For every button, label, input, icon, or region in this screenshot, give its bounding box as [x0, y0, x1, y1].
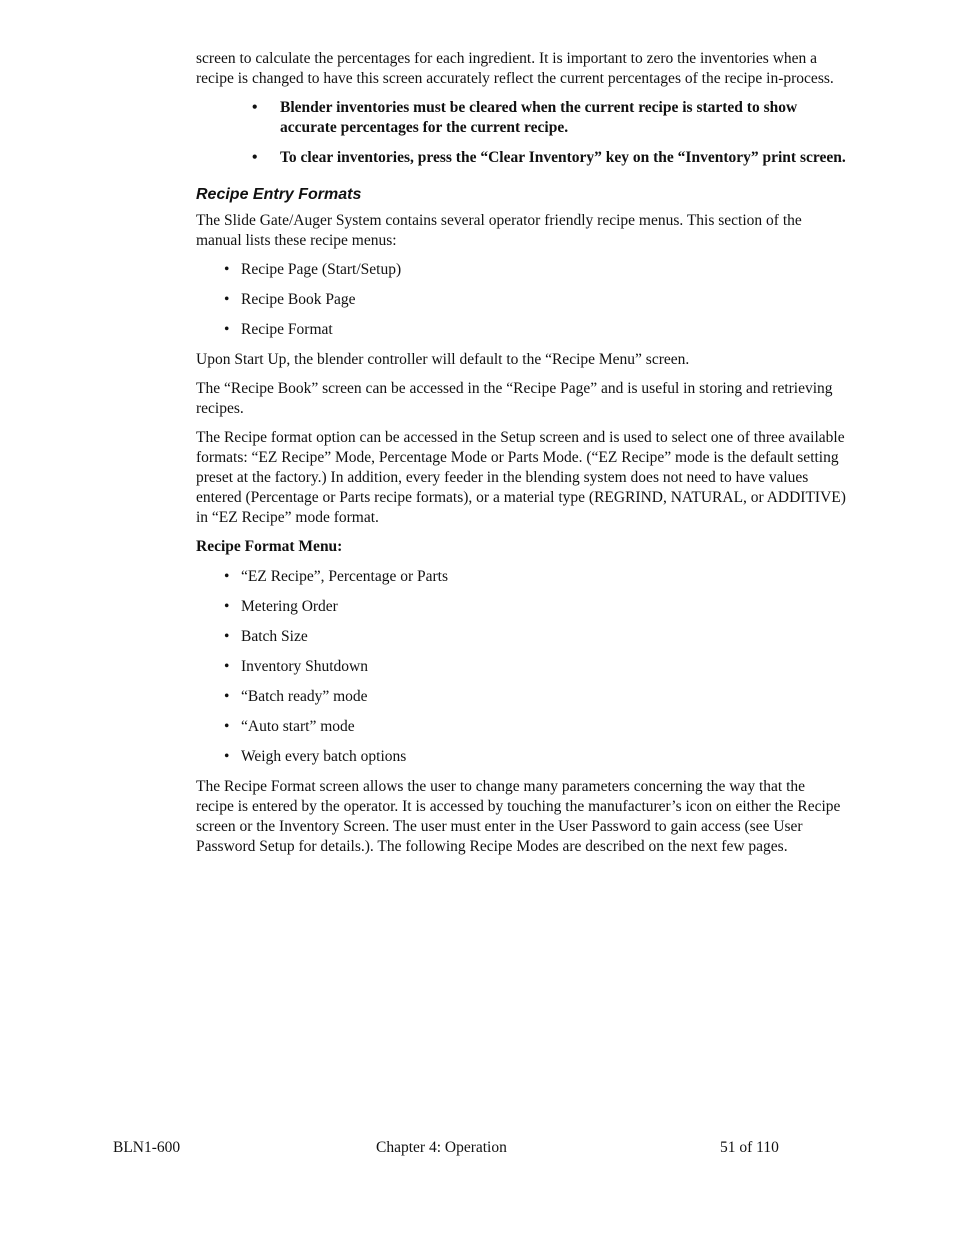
bullet-icon: •	[224, 321, 230, 338]
recipe-menu-list	[196, 260, 846, 340]
bullet-icon: •	[224, 568, 230, 585]
bullet-icon: •	[224, 598, 230, 615]
bullet-icon: •	[224, 718, 230, 735]
bullet-icon: •	[224, 628, 230, 645]
document-code: BLN1-600	[113, 1139, 181, 1156]
list-item: • Inventory Shutdown	[224, 658, 369, 675]
bullet-icon: •	[252, 99, 258, 116]
body-paragraph: The Recipe format option can be accessed in the Setup screen and is used to select one of three available formats: “EZ Recipe” Mode, Percentage Mode or Parts Mode. (“EZ Recipe” mode is the default setting preset at the factory.) In addition, every feeder in the blending system does not need to have values entered (Percentage or Parts recipe formats), or a material type (REGRIND, NATURAL, or ADDITIVE) in “EZ Recipe” mode format.	[196, 429, 846, 526]
bullet-icon: •	[224, 688, 230, 705]
body-paragraph: The “Recipe Book” screen can be accessed in the “Recipe Page” and is useful in storing and retrieving recipes.	[196, 380, 833, 417]
bullet-icon: •	[224, 748, 230, 765]
section-heading: Recipe Entry Formats	[196, 186, 362, 203]
list-item: • Blender inventories must be cleared when the current recipe is started to show accurate percentages for the current recipe.	[252, 99, 798, 136]
format-menu-list	[196, 567, 846, 767]
bullet-icon: •	[224, 261, 230, 278]
list-item: • Metering Order	[224, 598, 338, 615]
chapter-title: Chapter 4: Operation	[376, 1139, 507, 1156]
bullet-icon: •	[252, 149, 258, 166]
body-paragraph: The Recipe Format screen allows the user to change many parameters concerning the way that the recipe is entered by the operator. It is accessed by touching the manufacturer’s icon on either the Recipe screen or the Inventory Screen. The user must enter in the User Password to gain access (see User Password Setup for details.). The following Recipe Modes are described on the next few pages.	[196, 778, 841, 855]
list-item: • Weigh every batch options	[224, 748, 407, 765]
intro-paragraph: screen to calculate the percentages for each ingredient. It is important to zero the inventories when a recipe is changed to have this screen accurately reflect the current percentages of the recipe in-process.	[196, 50, 834, 87]
list-item: • To clear inventories, press the “Clear Inventory” key on the “Inventory” print screen.	[252, 149, 846, 166]
list-item: • Batch Size	[224, 628, 308, 645]
page-number: 51 of 110	[720, 1139, 779, 1156]
list-item: • Recipe Book Page	[224, 291, 356, 308]
list-item: • “Batch ready” mode	[224, 688, 368, 705]
body-paragraph: Upon Start Up, the blender controller will default to the “Recipe Menu” screen.	[196, 351, 690, 368]
page-footer	[0, 1138, 954, 1158]
list-item: • “EZ Recipe”, Percentage or Parts	[224, 568, 449, 585]
list-item: • Recipe Format	[224, 321, 333, 338]
body-paragraph: The Slide Gate/Auger System contains several operator friendly recipe menus. This section of the manual lists these recipe menus:	[196, 212, 802, 249]
warning-bullet-list	[196, 98, 846, 168]
page-body	[196, 49, 846, 866]
list-item: • Recipe Page (Start/Setup)	[224, 261, 402, 278]
list-item: • “Auto start” mode	[224, 718, 355, 735]
format-menu-label: Recipe Format Menu:	[196, 538, 343, 555]
bullet-icon: •	[224, 658, 230, 675]
bullet-icon: •	[224, 291, 230, 308]
